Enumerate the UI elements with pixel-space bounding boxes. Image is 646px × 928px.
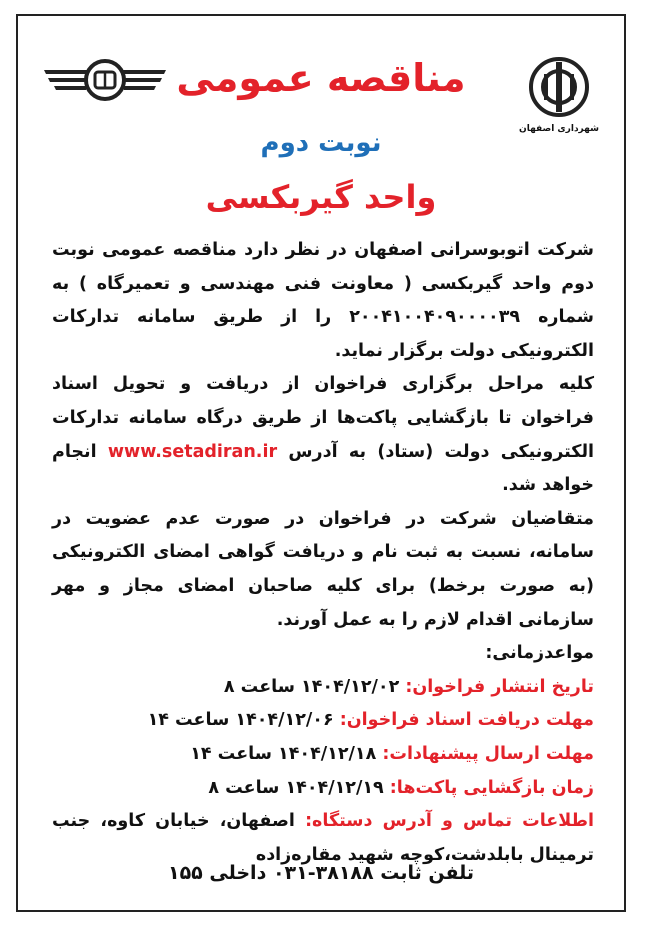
- notice-title: مناقصه عمومی: [176, 56, 466, 100]
- schedule-section: [52, 637, 594, 872]
- schedule-label: زمان بازگشایی پاکت‌ها:: [389, 777, 594, 798]
- schedule-value: ۱۴۰۴/۱۲/۱۹ ساعت ۸: [208, 777, 384, 798]
- schedule-heading: مواعدزمانی:: [485, 643, 594, 664]
- schedule-value: ۱۴۰۴/۱۲/۰۲ ساعت ۸: [223, 676, 400, 697]
- schedule-row: [52, 704, 594, 738]
- phone-line: تلفن ثابت ۳۸۱۸۸-۰۳۱ داخلی ۱۵۵: [167, 862, 475, 884]
- notice-body: [52, 234, 594, 872]
- schedule-label: مهلت ارسال پیشنهادات:: [382, 743, 594, 764]
- schedule-row: [52, 772, 594, 806]
- setadiran-link[interactable]: www.setadiran.ir: [107, 441, 278, 462]
- schedule-row: [52, 671, 594, 705]
- paragraph-intro: شرکت اتوبوسرانی اصفهان در نظر دارد مناقصه عمومی نوبت دوم واحد گیربکسی ( معاونت فنی مهندسی و تعمیرگاه ) به شماره ۲۰۰۴۱۰۰۴۰۹۰۰۰۰۳۹ را از طریق سامانه تدارکات الکترونیکی دولت برگزار نماید.: [52, 240, 595, 361]
- schedule-label: مهلت دریافت اسناد فراخوان:: [339, 710, 594, 731]
- schedule-row: [52, 738, 594, 772]
- schedule-label: تاریخ انتشار فراخوان:: [405, 676, 594, 697]
- procedure-text-end: انجام خواهد شد.: [52, 441, 594, 496]
- contact-label: اطلاعات تماس و آدرس دستگاه:: [305, 811, 595, 832]
- schedule-value: ۱۴۰۴/۱۲/۰۶ ساعت ۱۴: [147, 710, 334, 731]
- paragraph-procedure: [52, 368, 594, 502]
- municipality-caption: شهرداری اصفهان: [519, 124, 599, 134]
- notice-unit: واحد گیربکسی: [205, 178, 437, 216]
- paragraph-requirements: متقاضیان شرکت در فراخوان در صورت عدم عضویت در سامانه، نسبت به ثبت نام و دریافت گواهی امضای الکترونیکی (به صورت برخط) برای کلیه صاحبان امضای مجاز و مهر سازمانی اقدام لازم را به عمل آورند.: [52, 508, 594, 630]
- notice-subtitle: نوبت دوم: [260, 128, 382, 158]
- notice-frame: [16, 14, 626, 912]
- contact-address: اصفهان، خیابان کاوه، جنب ترمینال بابلدشت،کوچه شهید مقاره‌زاده: [52, 811, 594, 865]
- schedule-value: ۱۴۰۴/۱۲/۱۸ ساعت ۱۴: [190, 743, 377, 764]
- procedure-text: کلیه مراحل برگزاری فراخوان از دریافت و تحویل اسناد فراخوان تا بازگشایی پاکت‌ها از طریق درگاه سامانه تدارکات الکترونیکی دولت (ستاد) به آدرس: [52, 374, 595, 462]
